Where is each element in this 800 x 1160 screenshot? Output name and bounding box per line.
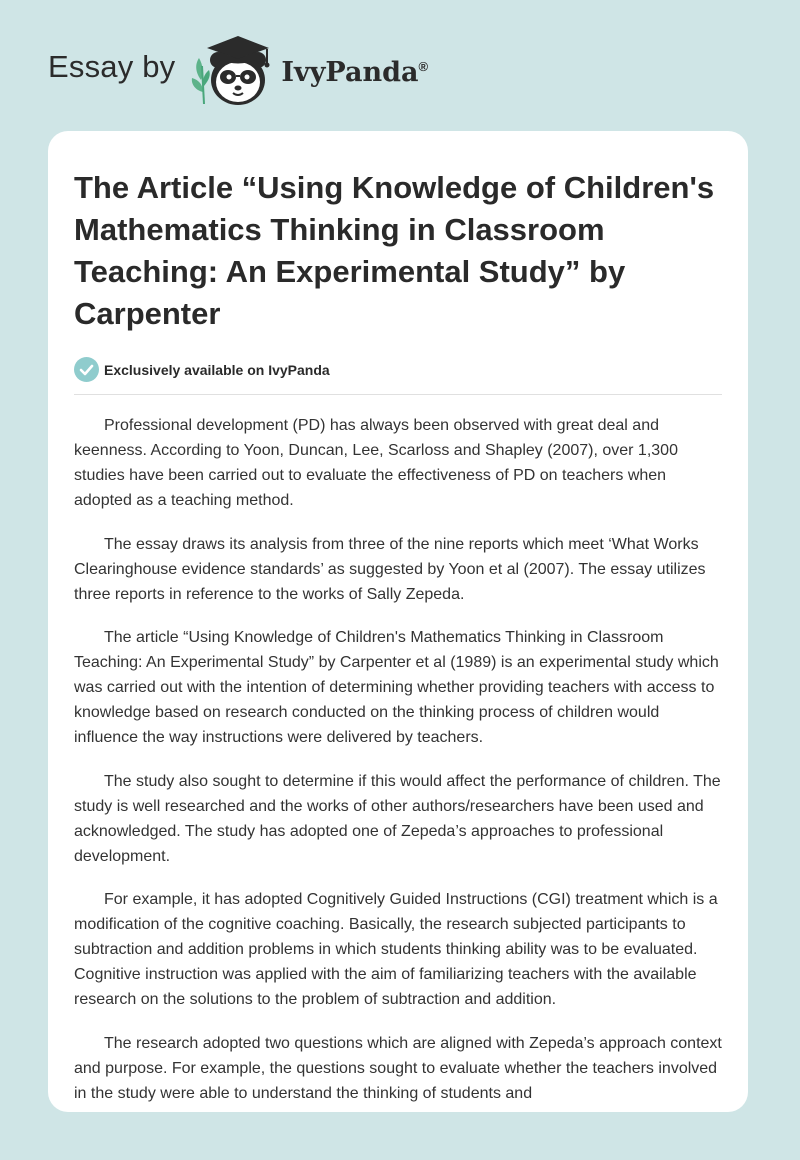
exclusive-label: Exclusively available on IvyPanda (104, 361, 330, 378)
paragraph: The study also sought to determine if this would affect the performance of children. The study is well researched and the works of other authors/researchers have been used and acknowledged. The study has adopted one of Zepeda’s approaches to professional development. (74, 772, 721, 865)
paragraph: The research adopted two questions which are aligned with Zepeda’s approach context and purpose. For example, the questions sought to evaluate whether the teachers involved in the study were able to understand the thinking of students and (74, 1034, 722, 1102)
article-card (48, 131, 748, 1112)
brand-name: IvyPanda® (281, 56, 429, 88)
check-badge-icon (74, 357, 99, 382)
article-body (74, 413, 722, 1106)
paragraph: The essay draws its analysis from three of the nine reports which meet ‘What Works Clearinghouse evidence standards’ as suggested by Yoon et al (2007). The essay utilizes three reports in reference to the works of Sally Zepeda. (74, 535, 706, 603)
brand-prefix: Essay by (48, 49, 176, 84)
registered-mark: ® (418, 58, 429, 74)
divider (74, 394, 722, 395)
brand-header[interactable] (48, 30, 428, 110)
paragraph: For example, it has adopted Cognitively Guided Instructions (CGI) treatment which is a modification of the cognitive coaching. Basically, the research subjected participants to subtraction and addition problems in which students thinking ability was to be evaluated. Cognitive instruction was applied with the aim of familiarizing teachers with the available research on the solutions to the problem of subtraction and addition. (74, 891, 718, 1008)
article-title: The Article “Using Knowledge of Children's Mathematics Thinking in Classroom Teaching: An Experimental Study” by Carpenter (74, 170, 715, 331)
panda-graduate-icon (189, 30, 281, 110)
paragraph: The article “Using Knowledge of Children's Mathematics Thinking in Classroom Teaching: An Experimental Study” by Carpenter et al (1989) is an experimental study which was carried out with the intention of determining whether providing teachers with access to knowledge based on research conducted on the thinking process of children would influence the way instructions were delivered by teachers. (74, 629, 719, 746)
paragraph: Professional development (PD) has always been observed with great deal and keenness. According to Yoon, Duncan, Lee, Scarloss and Shapley (2007), over 1,300 studies have been carried out to evaluate the effectiveness of PD on teachers when adopted as a teaching method. (74, 417, 678, 509)
exclusive-notice (74, 357, 722, 382)
